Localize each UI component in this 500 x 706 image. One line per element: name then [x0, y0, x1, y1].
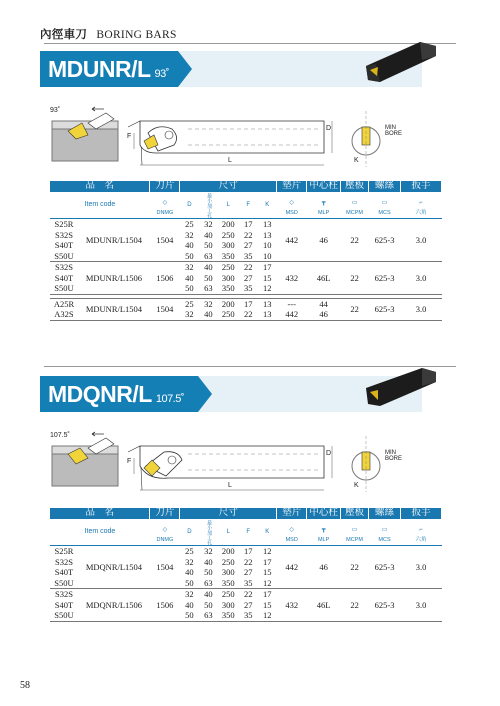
th-pin-ming: 品 名: [50, 508, 150, 519]
th-msd: ◇ MSD: [277, 192, 307, 219]
th-ya-ban: 壓板: [341, 508, 369, 519]
section-title-1: [40, 51, 192, 87]
table-row: A25R MDUNR/L1504 1504 25 32 200 17 13 --- 44 22 625-3 3.0: [50, 298, 442, 309]
clamp-icon: ▭: [351, 200, 358, 206]
th-mlp: ┳ MLP: [307, 519, 341, 546]
table-row: A32S 32 40 250 22 13 442 46: [50, 309, 442, 320]
th-f: F: [239, 192, 258, 219]
th-ban-shou: 扳手: [401, 508, 442, 519]
th-k: K: [258, 519, 277, 546]
clamp-icon: ▭: [351, 527, 358, 533]
th-mcs: ▭ MCS: [369, 519, 401, 546]
table-row: S25R MDQNR/L1504 1504 25 32 200 17 12 442 46 22 625-3 3.0: [54, 546, 427, 572]
dim-f: F: [127, 458, 132, 465]
th-ban-shou: 扳手: [401, 181, 442, 192]
page-number: 58: [20, 680, 30, 691]
header-cn: 內徑車刀: [40, 29, 88, 41]
section-title-text: MDUNR/L: [48, 55, 151, 82]
product-photo-1: [360, 36, 440, 88]
tool-diagram-1: [48, 105, 468, 173]
th-luo-si: 螺絲: [369, 508, 401, 519]
th-min-bore: 最小加工孔: [199, 192, 218, 219]
th-mcpm: ▭ MCPM: [341, 519, 369, 546]
th-l: L: [218, 519, 239, 546]
header-en: BORING BARS: [96, 29, 177, 41]
table-row: S32S 32 40 250 22 17: [55, 556, 272, 567]
th-luo-si: 螺絲: [369, 181, 401, 192]
table-row: S25R MDUNR/L1504 1504 25 32 200 17 13 442 46 22 625-3 3.0: [54, 219, 427, 245]
th-dian-pian: 墊片: [277, 181, 307, 192]
spec-table-mdqnr: [50, 508, 442, 622]
section-title-text: MDQNR/L: [48, 380, 152, 407]
product-photo-2: [360, 362, 440, 414]
tool-diagram-2: [48, 430, 468, 498]
table-row: S50U 50 63 350 35 12: [54, 577, 272, 588]
table-row: S50U 50 63 350 35 10: [54, 250, 272, 261]
page-header: [40, 26, 177, 42]
section-angle: 93˚: [154, 67, 169, 80]
th-hex: ⌐ 六角: [401, 519, 442, 546]
dim-l: L: [228, 157, 232, 164]
min-bore-label: MIN BORE: [385, 450, 403, 462]
dim-f: F: [127, 133, 132, 140]
th-dnmg: ◇ DNMG: [150, 192, 180, 219]
th-ya-ban: 壓板: [341, 181, 369, 192]
table-row: S32S MDQNR/L1506 1506 32 40 250 22 17 432 46L 22 625-3 3.0: [50, 589, 442, 600]
th-item-code: Item code: [50, 192, 150, 219]
th-zhong-xin-zhu: 中心柱: [307, 181, 341, 192]
th-f: F: [239, 519, 258, 546]
table-row: S50U 50 63 350 35 12: [50, 610, 442, 621]
screw-icon: ▭: [381, 200, 388, 206]
th-d: D: [180, 192, 199, 219]
th-dao-pian: 刀片: [150, 508, 180, 519]
th-mcs: ▭ MCS: [369, 192, 401, 219]
th-k: K: [258, 192, 277, 219]
th-dnmg: ◇ DNMG: [150, 519, 180, 546]
th-l: L: [218, 192, 239, 219]
table-row: S32S MDUNR/L1506 1506 32 40 250 22 17 432 46L 22 625-3 3.0: [50, 262, 442, 273]
hex-key-icon: ⌐: [419, 200, 423, 206]
insert-icon: ◇: [162, 527, 168, 533]
shim-icon: ◇: [289, 527, 294, 533]
th-item-code: Item code: [50, 519, 150, 546]
dim-d: D: [326, 125, 332, 132]
th-mlp: ┳ MLP: [307, 192, 341, 219]
th-zhong-xin-zhu: 中心柱: [307, 508, 341, 519]
dim-d: D: [326, 450, 332, 457]
th-mcpm: ▭ MCPM: [341, 192, 369, 219]
spec-table-mdunr: [50, 181, 442, 321]
th-pin-ming: 品 名: [50, 181, 150, 192]
min-bore-label: MIN BORE: [385, 125, 403, 137]
th-chi-cun: 尺寸: [180, 181, 277, 192]
th-chi-cun: 尺寸: [180, 508, 277, 519]
table-row: S50U 50 63 350 35 12: [54, 283, 272, 293]
table-row: S40T 40 50 300 27 10: [54, 240, 272, 250]
th-dian-pian: 墊片: [277, 508, 307, 519]
th-d: D: [180, 519, 199, 546]
table-row: S32S 32 40 250 22 13: [55, 229, 272, 240]
insert-icon: ◇: [162, 200, 168, 206]
table-row: S40T 40 50 300 27 15: [54, 272, 272, 283]
shim-icon: ◇: [289, 200, 294, 206]
pin-icon: ┳: [321, 527, 326, 533]
diagram-angle: 107.5˚: [50, 432, 70, 439]
section-title-2: [40, 376, 212, 412]
section-angle: 107.5˚: [155, 392, 185, 405]
screw-icon: ▭: [381, 527, 388, 533]
dim-k: K: [354, 482, 359, 489]
pin-icon: ┳: [321, 200, 326, 206]
table-row: S40T 40 50 300 27 15: [54, 599, 272, 610]
th-msd: ◇ MSD: [277, 519, 307, 546]
table-row: S40T 40 50 300 27 15: [54, 567, 272, 577]
th-hex: ⌐ 六角: [401, 192, 442, 219]
th-dao-pian: 刀片: [150, 181, 180, 192]
th-min-bore: 最小加工孔: [199, 519, 218, 546]
diagram-angle: 93˚: [50, 107, 61, 114]
dim-k: K: [354, 157, 359, 164]
dim-l: L: [228, 482, 232, 489]
hex-key-icon: ⌐: [419, 527, 423, 533]
